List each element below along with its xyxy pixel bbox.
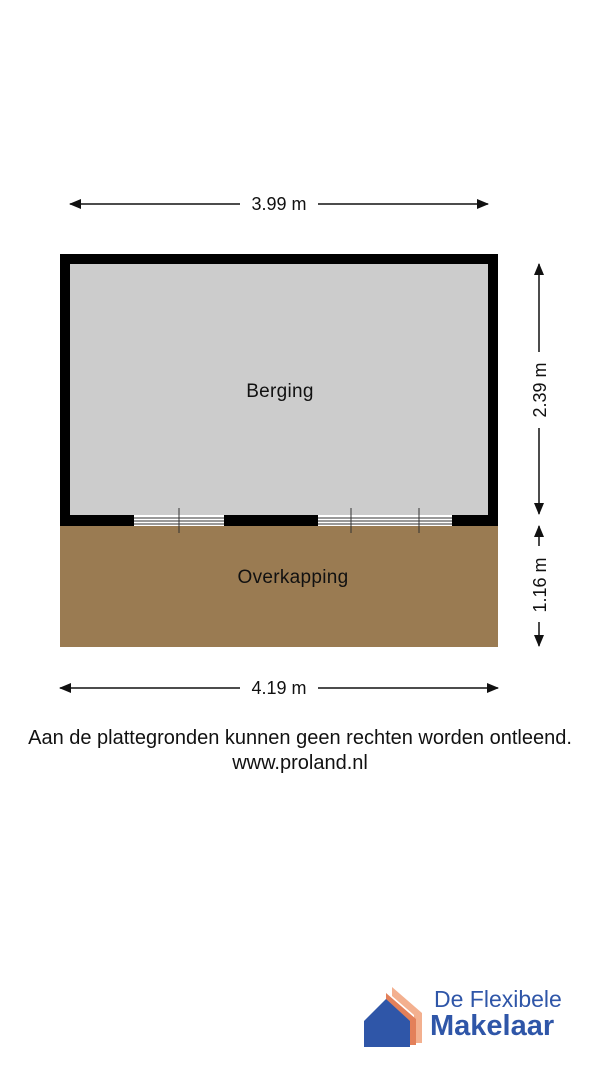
dimension-right-lower — [530, 526, 550, 646]
dimension-right-upper-label: 2.39 m — [530, 362, 550, 418]
dimension-right-lower-label: 1.16 m — [530, 557, 550, 613]
dimension-top-label: 3.99 m — [251, 194, 307, 214]
brand-logo — [362, 983, 582, 1051]
logo-text-line2: Makelaar — [430, 1010, 555, 1042]
disclaimer-text: Aan de plattegronden kunnen geen rechten worden ontleend. — [28, 727, 572, 749]
house-logo-icon — [362, 983, 428, 1047]
room-label-overkapping: Overkapping — [237, 567, 349, 588]
dimension-top — [70, 194, 488, 214]
dimension-right-upper — [530, 264, 550, 514]
room-label-berging: Berging — [246, 381, 314, 402]
dimension-bottom — [60, 678, 498, 698]
dimension-bottom-label: 4.19 m — [251, 678, 307, 698]
website-text: www.proland.nl — [232, 752, 368, 774]
logo-text-line1: De Flexibele — [434, 986, 562, 1012]
